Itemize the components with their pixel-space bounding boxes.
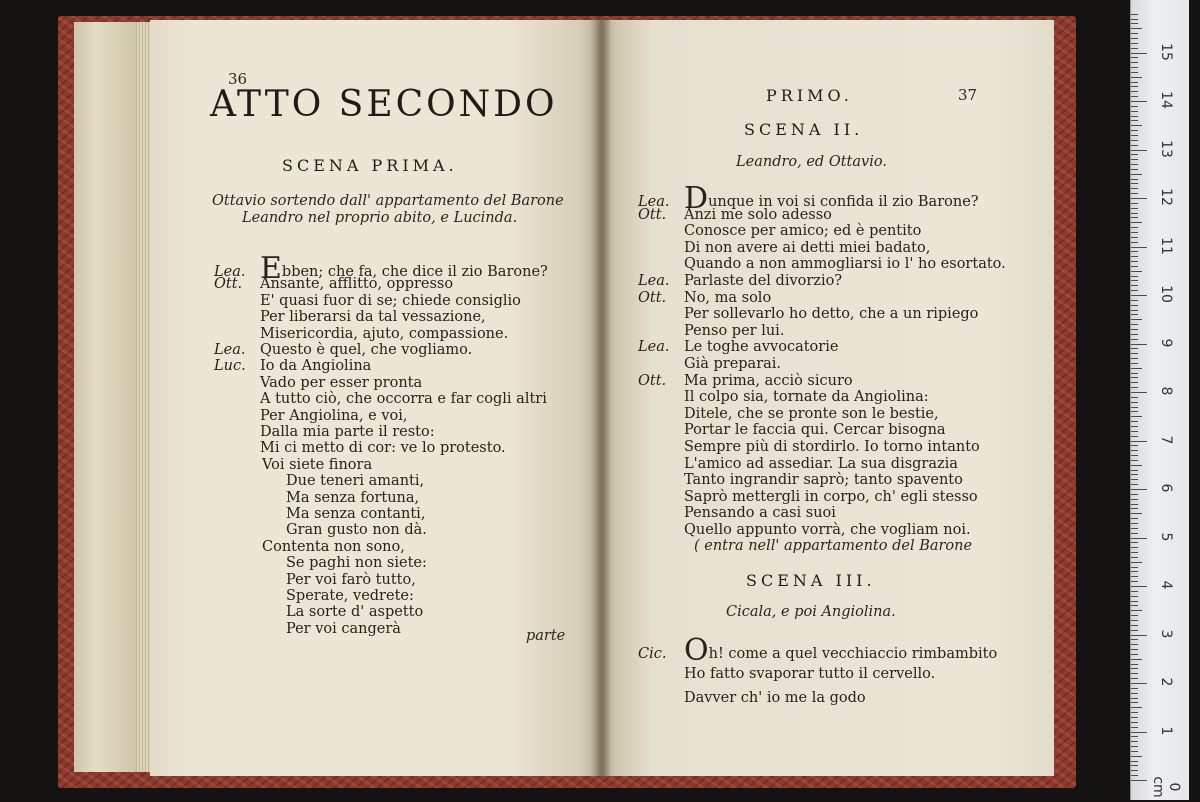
verse-line [638, 666, 935, 683]
ruler-tick [1131, 605, 1138, 606]
verse-text: La sorte d' aspetto [286, 604, 424, 621]
ruler-tick [1131, 33, 1138, 34]
ruler-tick [1131, 426, 1138, 427]
ruler-tick [1131, 562, 1142, 563]
verse-text: Quello appunto vorrà, che vogliam noi. [684, 522, 971, 538]
verse-line [286, 490, 419, 507]
ruler-tick [1131, 28, 1142, 29]
ruler-tick [1131, 237, 1138, 238]
verse-text: Vado per esser pronta [260, 374, 423, 391]
running-head: PRIMO. [766, 86, 853, 105]
ruler-tick [1131, 387, 1138, 388]
ruler-tick [1131, 72, 1138, 73]
ruler-tick [1131, 116, 1138, 117]
verse-line [286, 473, 424, 490]
verse-text: Di non avere ai detti miei badato, [684, 239, 931, 256]
verse-line [286, 588, 414, 605]
verse-text: A tutto ciò, che occorra e far cogli altri [260, 391, 547, 408]
verse-text: Conosce per amico; ed è pentito [684, 223, 922, 240]
ruler-tick [1131, 673, 1138, 674]
ruler-tick [1131, 251, 1138, 252]
ruler-tick [1131, 23, 1138, 24]
ruler-label: 0 cm [1150, 776, 1182, 798]
ruler-tick [1131, 19, 1138, 20]
ruler-tick [1131, 358, 1138, 359]
ruler-tick [1131, 702, 1138, 703]
ruler-tick [1131, 746, 1138, 747]
speaker-label: Lea. [638, 194, 670, 210]
ruler-tick [1131, 261, 1138, 262]
verse-text: No, ma solo [684, 289, 772, 306]
ruler-tick [1131, 450, 1138, 451]
page-number: 36 [228, 70, 248, 88]
verse-line [214, 293, 521, 310]
ruler-tick [1131, 474, 1138, 475]
ruler-tick [1131, 407, 1138, 408]
ruler-tick [1131, 596, 1138, 597]
verse-line [638, 306, 978, 323]
ruler-label: 4 [1158, 580, 1174, 590]
ruler-tick [1131, 581, 1138, 582]
verse-text: Ma senza contanti, [286, 506, 426, 522]
ruler-tick [1131, 276, 1138, 277]
ruler-tick [1131, 319, 1142, 320]
ruler-tick [1131, 203, 1138, 204]
ruler-label: 9 [1158, 338, 1174, 347]
ruler-tick [1131, 484, 1138, 485]
ruler-tick [1131, 683, 1147, 684]
ruler-tick [1131, 567, 1138, 568]
drop-capital: O [684, 633, 709, 668]
verse-text: Ansante, afflitto, oppresso [260, 276, 454, 293]
verse-line [638, 690, 866, 707]
verse-line [638, 339, 838, 356]
ruler-tick [1131, 145, 1138, 146]
ruler-tick [1131, 334, 1138, 335]
ruler-tick [1131, 227, 1138, 228]
ruler-tick [1131, 576, 1138, 577]
ruler-tick [1131, 353, 1138, 354]
ruler-tick [1131, 504, 1138, 505]
ruler-tick [1131, 635, 1147, 636]
ruler-tick [1131, 518, 1138, 519]
verse-line [638, 389, 929, 406]
scene-heading: SCENA PRIMA. [282, 156, 458, 175]
ruler-tick [1131, 465, 1142, 466]
ruler-label: 6 [1158, 483, 1174, 493]
verse-text: Io da Angiolina [260, 358, 372, 375]
ruler-tick [1131, 222, 1142, 223]
ruler-tick [1131, 659, 1142, 660]
ruler-tick [1131, 179, 1138, 180]
ruler-tick [1131, 247, 1147, 248]
verse-text: Misericordia, ajuto, compassione. [260, 325, 509, 342]
verse-line [638, 406, 939, 423]
ruler-tick [1131, 513, 1142, 514]
verse-text: Penso per lui. [684, 322, 785, 339]
verse-line [638, 422, 946, 439]
verse-line [214, 342, 472, 359]
ruler-tick [1131, 363, 1138, 364]
verse-line [638, 439, 980, 456]
verse-line [262, 539, 405, 556]
ruler-tick [1131, 470, 1138, 471]
ruler-tick [1131, 232, 1138, 233]
ruler-tick [1131, 150, 1147, 151]
ruler-tick [1131, 727, 1138, 728]
ruler-label: 5 [1158, 532, 1174, 541]
verse-line [262, 457, 372, 474]
verse-text: h! come a quel vecchiaccio rimbambito [708, 646, 998, 662]
ruler-tick [1131, 183, 1138, 184]
ruler-tick [1131, 135, 1138, 136]
speaker-label: Ott. [638, 289, 667, 306]
verse-line [286, 506, 425, 523]
verse-line [214, 440, 506, 457]
ruler-tick [1131, 242, 1138, 243]
ruler-tick [1131, 300, 1138, 301]
verse-text: Pensando a casi suoi [684, 505, 836, 522]
ruler-tick [1131, 431, 1138, 432]
ruler-tick [1131, 780, 1147, 781]
verse-text: Portar le faccia qui. Cercar bisogna [684, 422, 946, 439]
speaker-label: Lea. [214, 264, 246, 280]
ruler-tick [1131, 411, 1138, 412]
page-number: 37 [958, 86, 978, 104]
ruler-tick [1131, 324, 1138, 325]
ruler-tick [1131, 140, 1138, 141]
stage-direction: Leandro, ed Ottavio. [736, 154, 887, 170]
ruler-tick [1131, 688, 1138, 689]
ruler-tick [1131, 120, 1138, 121]
ruler-tick [1131, 280, 1138, 281]
verse-line [638, 456, 958, 473]
verse-text: unque in voi si confida il zio Barone? [708, 194, 979, 210]
ruler-tick [1131, 664, 1138, 665]
ruler-tick [1131, 736, 1138, 737]
ruler-tick [1131, 310, 1138, 311]
ruler-tick [1131, 130, 1138, 131]
verse-line [638, 522, 971, 539]
verse-text: bben; che fa, che dice il zio Barone? [281, 264, 548, 280]
ruler-tick [1131, 111, 1138, 112]
verse-line [638, 256, 1006, 273]
verse-line [214, 391, 547, 408]
ruler-tick [1131, 329, 1138, 330]
drop-capital: E [260, 251, 282, 286]
ruler-tick [1131, 489, 1147, 490]
ruler-tick [1131, 610, 1142, 611]
ruler-tick [1131, 499, 1138, 500]
ruler-tick [1131, 722, 1138, 723]
ruler-tick [1131, 557, 1138, 558]
ruler-tick [1131, 644, 1138, 645]
verse-text: Il colpo sia, tornate da Angiolina: [684, 389, 929, 406]
verse-line [638, 290, 771, 307]
ruler-tick [1131, 479, 1138, 480]
ruler-tick [1131, 57, 1138, 58]
ruler-label: 10 [1158, 285, 1174, 303]
ruler-tick [1131, 285, 1138, 286]
verse-text: Due teneri amanti, [286, 473, 425, 490]
verse-line [638, 505, 836, 522]
drop-capital: D [684, 181, 709, 216]
verse-text: Se paghi non siete: [286, 555, 427, 572]
ruler-tick [1131, 377, 1138, 378]
page-edges [74, 22, 150, 772]
ruler-tick [1131, 101, 1147, 102]
verse-text: Ditele, che se pronte son le bestie, [684, 405, 939, 422]
speaker-label: Lea. [638, 273, 670, 289]
ruler-tick [1131, 591, 1138, 592]
speaker-label: Ott. [638, 206, 667, 223]
speaker-label: Ott. [214, 276, 243, 293]
ruler-tick [1131, 586, 1147, 587]
ruler-label: 2 [1158, 677, 1174, 687]
ruler-tick [1131, 382, 1138, 383]
scene-heading: SCENA II. [744, 120, 864, 139]
verse-line [214, 326, 508, 343]
ruler-label: 3 [1158, 629, 1174, 638]
verse-text: L'amico ad assediar. La sua disgrazia [684, 455, 958, 472]
verse-text: Per voi cangerà [286, 620, 401, 637]
verse-line [286, 621, 401, 638]
ruler-tick [1131, 547, 1138, 548]
ruler-tick [1131, 571, 1138, 572]
ruler-tick [1131, 67, 1138, 68]
stage-direction: Cicala, e poi Angiolina. [726, 604, 896, 620]
ruler-label: 14 [1158, 91, 1174, 109]
ruler-tick [1131, 169, 1138, 170]
ruler-tick [1131, 460, 1138, 461]
verse-line [214, 424, 435, 441]
verse-text: Per Angiolina, e voi, [260, 407, 408, 424]
catchword: parte [526, 628, 566, 644]
ruler-tick [1131, 712, 1138, 713]
ruler-tick [1131, 765, 1138, 766]
ruler-tick [1131, 668, 1138, 669]
ruler-tick [1131, 14, 1138, 15]
verse-text: Questo è quel, che vogliamo. [260, 342, 473, 358]
ruler-tick [1131, 620, 1138, 621]
ruler-tick [1131, 48, 1138, 49]
ruler-tick [1131, 392, 1147, 393]
left-page [150, 20, 598, 776]
right-page [598, 20, 1054, 776]
verse-line [214, 358, 371, 375]
ruler-tick [1131, 344, 1147, 345]
ruler-tick [1131, 159, 1138, 160]
ruler-tick [1131, 770, 1138, 771]
ruler-label: 7 [1158, 435, 1174, 444]
book-gutter [590, 20, 612, 776]
verse-line [638, 223, 921, 240]
speaker-label: Luc. [214, 358, 246, 375]
ruler-tick [1131, 290, 1138, 291]
verse-line [214, 276, 453, 293]
ruler-tick [1131, 455, 1138, 456]
verse-line [638, 273, 842, 290]
verse-text: Voi siete finora [262, 456, 373, 473]
ruler-label: 15 [1158, 42, 1174, 61]
ruler-tick [1131, 693, 1138, 694]
verse-line [638, 207, 832, 224]
ruler-tick [1131, 305, 1138, 306]
ruler-tick [1131, 552, 1138, 553]
ruler-tick [1131, 125, 1142, 126]
verse-text: Per sollevarlo ho detto, che a un ripiego [684, 306, 979, 323]
ruler-tick [1131, 615, 1138, 616]
verse-line [638, 472, 963, 489]
speaker-label: Lea. [638, 339, 670, 356]
ruler-tick [1131, 707, 1142, 708]
verse-text: Sperate, vedrete: [286, 588, 414, 604]
ruler-tick [1131, 441, 1147, 442]
verse-text: Le toghe avvocatorie [684, 339, 839, 356]
verse-text: Quando a non ammogliarsi io l' ho esortato. [684, 256, 1006, 273]
verse-text: Ma prima, acciò sicuro [684, 372, 853, 389]
verse-line [286, 555, 427, 572]
speaker-label: Lea. [214, 342, 246, 358]
ruler-tick [1131, 164, 1138, 165]
scene-heading: SCENA III. [746, 571, 876, 590]
ruler-tick [1131, 62, 1138, 63]
ruler-tick [1131, 106, 1138, 107]
ruler-tick [1131, 445, 1138, 446]
verse-text: Parlaste del divorzio? [684, 273, 843, 289]
ruler-tick [1131, 77, 1142, 78]
ruler-tick [1131, 741, 1138, 742]
ruler-tick [1131, 213, 1138, 214]
ruler-tick [1131, 38, 1138, 39]
ruler-tick [1131, 508, 1138, 509]
verse-text: Anzi me solo adesso [684, 206, 832, 223]
ruler-tick [1131, 339, 1138, 340]
ruler-tick [1131, 397, 1138, 398]
ruler-tick [1131, 717, 1138, 718]
verse-text: Ma senza fortuna, [286, 489, 420, 506]
verse-line [214, 375, 422, 392]
verse-text: Per voi farò tutto, [286, 571, 416, 588]
ruler-tick [1131, 82, 1138, 83]
ruler-tick [1131, 193, 1138, 194]
ruler-tick [1131, 732, 1147, 733]
ruler-tick [1131, 198, 1147, 199]
ruler-tick [1131, 208, 1138, 209]
verse-line [638, 373, 853, 390]
ruler-tick [1131, 96, 1138, 97]
ruler-tick [1131, 348, 1138, 349]
ruler-tick [1131, 188, 1138, 189]
verse-text: Contenta non sono, [262, 538, 405, 555]
speaker-label: Ott. [638, 372, 667, 389]
verse-line [638, 489, 978, 506]
ruler-tick [1131, 775, 1138, 776]
ruler-tick [1131, 601, 1138, 602]
ruler-tick [1131, 217, 1138, 218]
ruler-tick [1131, 698, 1138, 699]
verse-text: Gran gusto non dà. [286, 522, 427, 539]
verse-text: Già preparai. [684, 356, 782, 372]
ruler-tick [1131, 43, 1138, 44]
ruler-tick [1131, 266, 1138, 267]
verse-text: Per liberarsi da tal vessazione, [260, 309, 486, 326]
verse-line [638, 240, 930, 257]
speaker-label: Cic. [638, 646, 667, 662]
verse-line [638, 633, 998, 668]
verse-line [286, 522, 427, 539]
ruler-tick [1131, 523, 1138, 524]
ruler-tick [1131, 542, 1138, 543]
ruler-tick [1131, 416, 1142, 417]
measuring-ruler [1130, 0, 1189, 800]
stage-direction: Leandro nel proprio abito, e Lucinda. [242, 210, 518, 226]
verse-text: Sempre più di stordirlo. Io torno intanto [684, 439, 980, 455]
ruler-tick [1131, 295, 1147, 296]
ruler-tick [1131, 761, 1138, 762]
ruler-tick [1131, 751, 1138, 752]
ruler-tick [1131, 53, 1147, 54]
ruler-tick [1131, 271, 1142, 272]
ruler-tick [1131, 625, 1138, 626]
ruler-tick [1131, 756, 1142, 757]
ruler-tick [1131, 494, 1138, 495]
verse-text: Ho fatto svaporar tutto il cervello. [684, 666, 936, 682]
ruler-tick [1131, 174, 1142, 175]
ruler-label: 12 [1158, 188, 1174, 206]
verse-text: Dalla mia parte il resto: [260, 424, 435, 440]
ruler-tick [1131, 256, 1138, 257]
exit-direction: ( entra nell' appartamento del Barone [694, 538, 973, 554]
verse-text: Tanto ingrandir saprò; tanto spavento [684, 472, 963, 489]
ruler-label: 1 [1158, 726, 1174, 735]
ruler-tick [1131, 639, 1138, 640]
verse-text: Saprò mettergli in corpo, ch' egli stesso [684, 488, 978, 505]
ruler-tick [1131, 421, 1138, 422]
verse-line [286, 572, 416, 589]
ruler-tick [1131, 86, 1138, 87]
ruler-tick [1131, 678, 1138, 679]
ruler-tick [1131, 538, 1147, 539]
ruler-tick [1131, 649, 1138, 650]
ruler-label: 11 [1158, 236, 1174, 255]
ruler-tick [1131, 91, 1138, 92]
ruler-label: 13 [1158, 139, 1174, 158]
ruler-tick [1131, 314, 1138, 315]
ruler-tick [1131, 533, 1138, 534]
ruler-tick [1131, 402, 1138, 403]
verse-text: Davver ch' io me la godo [684, 690, 866, 706]
ruler-tick [1131, 654, 1138, 655]
verse-line [638, 323, 784, 340]
ruler-tick [1131, 154, 1138, 155]
verse-line [638, 356, 781, 373]
ruler-tick [1131, 436, 1138, 437]
stage-direction: Ottavio sortendo dall' appartamento del Barone [212, 193, 564, 209]
ruler-tick [1131, 528, 1138, 529]
verse-text: E' quasi fuor di se; chiede consiglio [260, 292, 521, 309]
act-title: ATTO SECONDO [210, 84, 558, 125]
ruler-tick [1131, 368, 1142, 369]
verse-line [214, 408, 408, 425]
verse-line [214, 309, 486, 326]
verse-line [286, 604, 423, 621]
verse-text: Mi ci metto di cor: ve lo protesto. [260, 440, 506, 457]
ruler-tick [1131, 373, 1138, 374]
ruler-label: 8 [1158, 386, 1174, 396]
ruler-tick [1131, 630, 1138, 631]
